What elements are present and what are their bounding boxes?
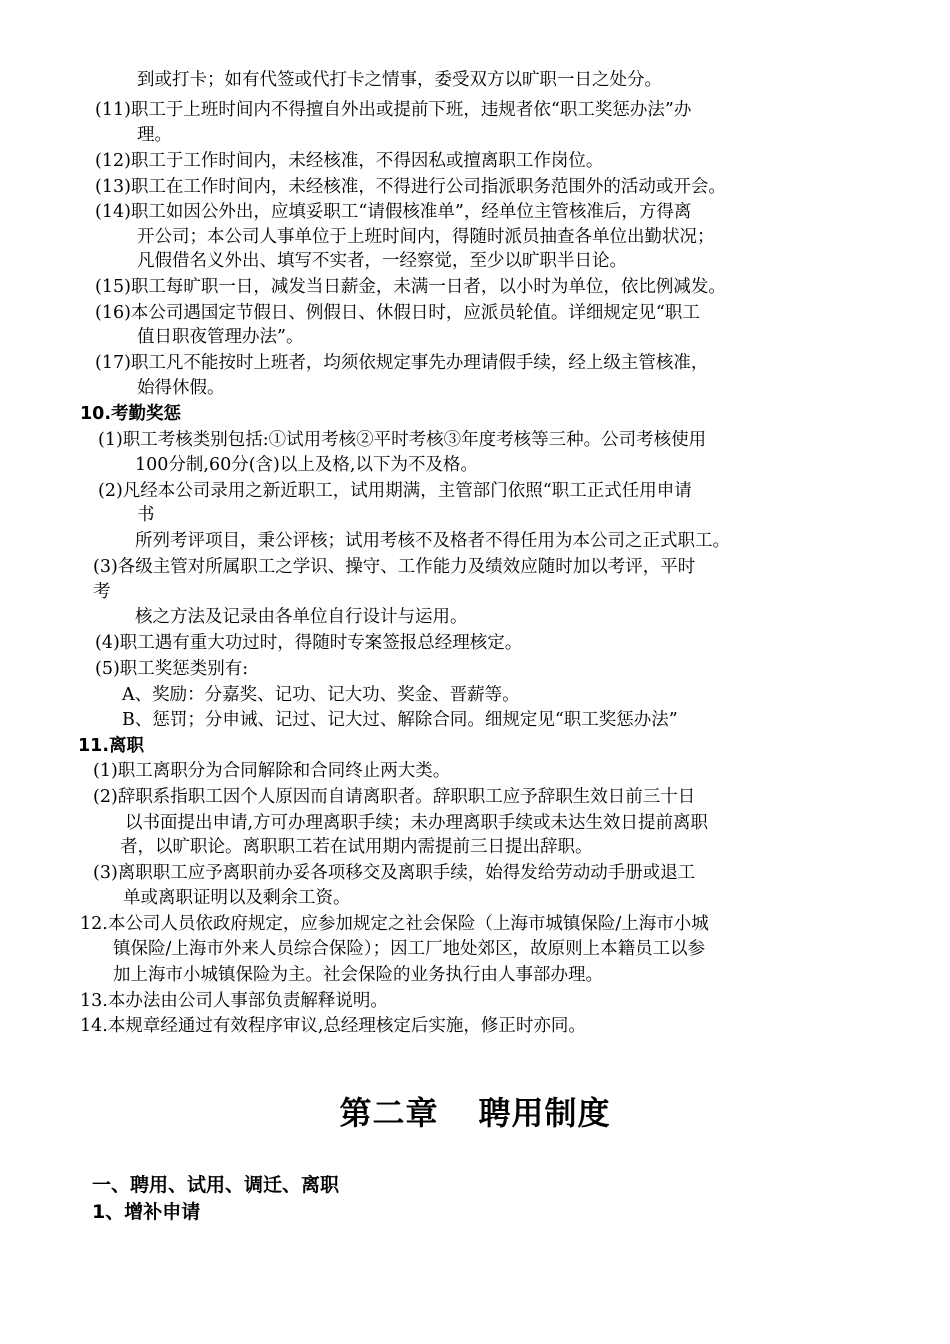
- text-line: (3)离职职工应予离职前办妥各项移交及离职手续，始得发给劳动动手册或退工: [93, 863, 696, 883]
- text-line: (16)本公司遇国定节假日、例假日、休假日时，应派员轮值。详细规定见“职工: [95, 303, 700, 323]
- text-line: 单或离职证明以及剩余工资。: [123, 888, 351, 908]
- text-line: (4)职工遇有重大功过时，得随时专案签报总经理核定。: [95, 633, 523, 653]
- section-heading-attendance: 10.考勤奖惩: [80, 404, 182, 424]
- text-line: 始得休假。: [137, 378, 225, 398]
- section-heading-resignation: 11.离职: [78, 736, 145, 756]
- text-line: 书: [137, 505, 155, 525]
- section-title: 一、聘用、试用、调迁、离职: [92, 1174, 340, 1196]
- text-line: (3)各级主管对所属职工之学识、操守、工作能力及绩效应随时加以考评，平时: [93, 557, 696, 577]
- text-line: 开公司；本公司人事单位于上班时间内，得随时派员抽查各单位出勤状况；: [137, 227, 715, 247]
- chapter-title: [0, 1088, 950, 1134]
- text-line: B、惩罚；分申诫、记过、记大过、解除合同。细规定见“职工奖惩办法”: [122, 710, 678, 730]
- text-line: 到或打卡；如有代签或代打卡之情事，委受双方以旷职一日之处分。: [137, 70, 662, 90]
- text-line: 以书面提出申请,方可办理离职手续；未办理离职手续或未达生效日提前离职: [125, 813, 709, 833]
- text-line: (2)凡经本公司录用之新近职工，试用期满，主管部门依照“职工正式任用申请: [98, 481, 692, 501]
- text-line: (1)职工考核类别包括:①试用考核②平时考核③年度考核等三种。公司考核使用: [98, 430, 707, 450]
- text-line: (1)职工离职分为合同解除和合同终止两大类。: [93, 761, 451, 781]
- text-line: 13.本办法由公司人事部负责解释说明。: [80, 991, 388, 1011]
- text-line: (14)职工如因公外出，应填妥职工“请假核准单”，经单位主管核准后，方得离: [95, 202, 692, 222]
- text-line: (2)辞职系指职工因个人原因而自请离职者。辞职职工应予辞职生效日前三十日: [93, 787, 696, 807]
- text-line: 值日职夜管理办法”。: [137, 327, 304, 347]
- text-line: (5)职工奖惩类别有:: [95, 659, 249, 679]
- text-line: 者，以旷职论。离职职工若在试用期内需提前三日提出辞职。: [120, 837, 593, 857]
- chapter-number: 第二章: [339, 1094, 439, 1132]
- text-line: 考: [93, 582, 111, 602]
- text-line: 凡假借名义外出、填写不实者，一经察觉，至少以旷职半日论。: [137, 251, 627, 271]
- text-line: 14.本规章经通过有效程序审议,总经理核定后实施，修正时亦同。: [80, 1016, 586, 1036]
- text-line: 核之方法及记录由各单位自行设计与运用。: [135, 607, 468, 627]
- text-line: 12.本公司人员依政府规定，应参加规定之社会保险（上海市城镇保险/上海市小城: [80, 914, 709, 934]
- text-line: A、奖励：分嘉奖、记功、记大功、奖金、晋薪等。: [122, 685, 520, 705]
- text-line: (15)职工每旷职一日，减发当日薪金，未满一日者，以小时为单位，依比例减发。: [95, 277, 726, 297]
- text-line: 镇保险/上海市外来人员综合保险）；因工厂地处郊区，故原则上本籍员工以参: [113, 939, 706, 959]
- text-line: (13)职工在工作时间内，未经核准，不得进行公司指派职务范围外的活动或开会。: [95, 177, 726, 197]
- text-line: 100分制,60分(含)以上及格,以下为不及格。: [135, 455, 478, 475]
- text-line: 所列考评项目，秉公评核；试用考核不及格者不得任用为本公司之正式职工。: [135, 531, 730, 551]
- text-line: 理。: [137, 125, 172, 145]
- text-line: (17)职工凡不能按时上班者，均须依规定事先办理请假手续，经上级主管核准，: [95, 353, 709, 373]
- chapter-name: 聘用制度: [478, 1094, 611, 1132]
- text-line: 加上海市小城镇保险为主。社会保险的业务执行由人事部办理。: [113, 965, 603, 985]
- subsection-title: 1、增补申请: [92, 1201, 201, 1223]
- text-line: (11)职工于上班时间内不得擅自外出或提前下班，违规者依“职工奖惩办法”办: [95, 100, 692, 120]
- text-line: (12)职工于工作时间内，未经核准，不得因私或擅离职工作岗位。: [95, 151, 604, 171]
